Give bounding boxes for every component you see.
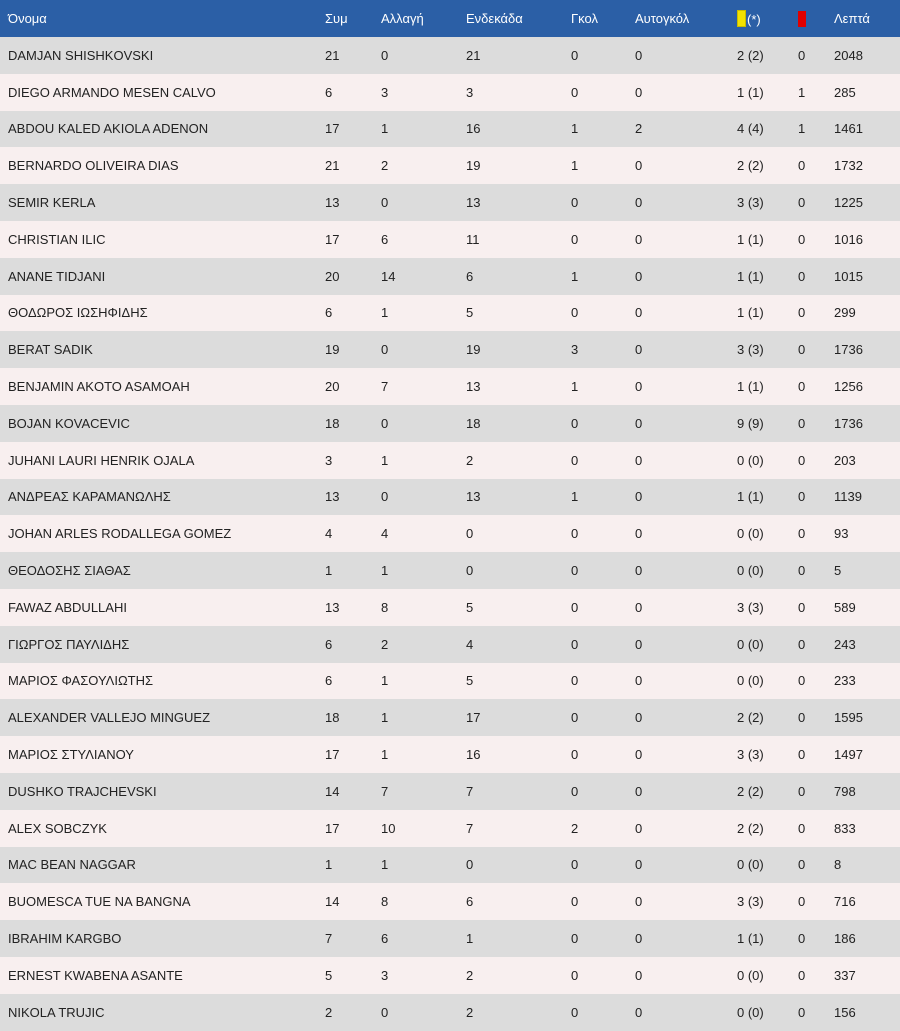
player-name: ABDOU KALED AKIOLA ADENON — [0, 111, 325, 148]
player-name: ERNEST KWABENA ASANTE — [0, 957, 325, 994]
starts-cell: 13 — [466, 479, 571, 516]
minutes-cell: 156 — [834, 994, 900, 1031]
red-cards-cell: 0 — [798, 920, 834, 957]
starts-cell: 3 — [466, 74, 571, 111]
starts-cell: 5 — [466, 663, 571, 700]
appearances-cell: 6 — [325, 74, 381, 111]
red-cards-cell: 1 — [798, 111, 834, 148]
red-cards-cell: 1 — [798, 74, 834, 111]
red-card-icon — [798, 11, 806, 27]
own-goals-cell: 0 — [635, 515, 737, 552]
header-goals[interactable]: Γκολ — [571, 0, 635, 37]
goals-cell: 0 — [571, 37, 635, 74]
appearances-cell: 20 — [325, 258, 381, 295]
yellow-cards-cell: 0 (0) — [737, 663, 798, 700]
own-goals-cell: 0 — [635, 626, 737, 663]
yellow-cards-cell: 1 (1) — [737, 74, 798, 111]
red-cards-cell: 0 — [798, 405, 834, 442]
own-goals-cell: 0 — [635, 589, 737, 626]
own-goals-cell: 0 — [635, 736, 737, 773]
minutes-cell: 1736 — [834, 331, 900, 368]
yellow-cards-cell: 0 (0) — [737, 626, 798, 663]
own-goals-cell: 0 — [635, 479, 737, 516]
substitutions-cell: 0 — [381, 184, 466, 221]
goals-cell: 1 — [571, 258, 635, 295]
minutes-cell: 1016 — [834, 221, 900, 258]
substitutions-cell: 2 — [381, 626, 466, 663]
substitutions-cell: 1 — [381, 111, 466, 148]
table-row — [0, 258, 900, 295]
appearances-cell: 3 — [325, 442, 381, 479]
table-row — [0, 810, 900, 847]
substitutions-cell: 1 — [381, 663, 466, 700]
substitutions-cell: 1 — [381, 552, 466, 589]
minutes-cell: 716 — [834, 883, 900, 920]
goals-cell: 0 — [571, 626, 635, 663]
appearances-cell: 7 — [325, 920, 381, 957]
goals-cell: 0 — [571, 736, 635, 773]
minutes-cell: 1732 — [834, 147, 900, 184]
own-goals-cell: 0 — [635, 221, 737, 258]
starts-cell: 7 — [466, 773, 571, 810]
table-row — [0, 111, 900, 148]
own-goals-cell: 0 — [635, 295, 737, 332]
table-row — [0, 515, 900, 552]
starts-cell: 19 — [466, 147, 571, 184]
own-goals-cell: 0 — [635, 442, 737, 479]
red-cards-cell: 0 — [798, 699, 834, 736]
minutes-cell: 1461 — [834, 111, 900, 148]
header-yellow-suffix: (*) — [747, 12, 761, 27]
starts-cell: 16 — [466, 736, 571, 773]
yellow-cards-cell: 0 (0) — [737, 994, 798, 1031]
yellow-cards-cell: 3 (3) — [737, 736, 798, 773]
minutes-cell: 337 — [834, 957, 900, 994]
goals-cell: 0 — [571, 920, 635, 957]
minutes-cell: 186 — [834, 920, 900, 957]
yellow-cards-cell: 0 (0) — [737, 515, 798, 552]
appearances-cell: 1 — [325, 552, 381, 589]
substitutions-cell: 1 — [381, 442, 466, 479]
yellow-cards-cell: 3 (3) — [737, 331, 798, 368]
substitutions-cell: 8 — [381, 883, 466, 920]
player-name: CHRISTIAN ILIC — [0, 221, 325, 258]
minutes-cell: 285 — [834, 74, 900, 111]
player-name: BUOMESCA TUE NA BANGNA — [0, 883, 325, 920]
table-row — [0, 699, 900, 736]
table-row — [0, 331, 900, 368]
player-name: NIKOLA TRUJIC — [0, 994, 325, 1031]
own-goals-cell: 0 — [635, 663, 737, 700]
starts-cell: 13 — [466, 184, 571, 221]
table-row — [0, 479, 900, 516]
appearances-cell: 17 — [325, 810, 381, 847]
starts-cell: 5 — [466, 589, 571, 626]
goals-cell: 0 — [571, 957, 635, 994]
minutes-cell: 299 — [834, 295, 900, 332]
own-goals-cell: 0 — [635, 920, 737, 957]
minutes-cell: 1139 — [834, 479, 900, 516]
goals-cell: 0 — [571, 589, 635, 626]
starts-cell: 2 — [466, 994, 571, 1031]
table-row — [0, 736, 900, 773]
starts-cell: 17 — [466, 699, 571, 736]
yellow-cards-cell: 1 (1) — [737, 295, 798, 332]
substitutions-cell: 7 — [381, 773, 466, 810]
yellow-cards-cell: 2 (2) — [737, 37, 798, 74]
appearances-cell: 6 — [325, 626, 381, 663]
appearances-cell: 13 — [325, 589, 381, 626]
red-cards-cell: 0 — [798, 368, 834, 405]
starts-cell: 6 — [466, 883, 571, 920]
appearances-cell: 14 — [325, 883, 381, 920]
starts-cell: 2 — [466, 957, 571, 994]
red-cards-cell: 0 — [798, 295, 834, 332]
table-row — [0, 221, 900, 258]
minutes-cell: 8 — [834, 847, 900, 884]
player-name: DIEGO ARMANDO MESEN CALVO — [0, 74, 325, 111]
substitutions-cell: 3 — [381, 74, 466, 111]
goals-cell: 0 — [571, 221, 635, 258]
header-own-goals[interactable]: Αυτογκόλ — [635, 0, 737, 37]
red-cards-cell: 0 — [798, 184, 834, 221]
own-goals-cell: 0 — [635, 405, 737, 442]
header-minutes[interactable]: Λεπτά — [834, 0, 900, 37]
starts-cell: 0 — [466, 515, 571, 552]
goals-cell: 3 — [571, 331, 635, 368]
player-name: ΜΑΡΙΟΣ ΣΤΥΛΙΑΝΟΥ — [0, 736, 325, 773]
red-cards-cell: 0 — [798, 663, 834, 700]
red-cards-cell: 0 — [798, 810, 834, 847]
goals-cell: 0 — [571, 442, 635, 479]
appearances-cell: 5 — [325, 957, 381, 994]
minutes-cell: 798 — [834, 773, 900, 810]
appearances-cell: 17 — [325, 221, 381, 258]
starts-cell: 16 — [466, 111, 571, 148]
goals-cell: 1 — [571, 479, 635, 516]
starts-cell: 6 — [466, 258, 571, 295]
red-cards-cell: 0 — [798, 442, 834, 479]
table-row — [0, 957, 900, 994]
starts-cell: 18 — [466, 405, 571, 442]
substitutions-cell: 1 — [381, 847, 466, 884]
own-goals-cell: 0 — [635, 883, 737, 920]
yellow-cards-cell: 0 (0) — [737, 957, 798, 994]
red-cards-cell: 0 — [798, 258, 834, 295]
red-cards-cell: 0 — [798, 37, 834, 74]
own-goals-cell: 0 — [635, 184, 737, 221]
red-cards-cell: 0 — [798, 515, 834, 552]
red-cards-cell: 0 — [798, 331, 834, 368]
red-cards-cell: 0 — [798, 773, 834, 810]
goals-cell: 0 — [571, 663, 635, 700]
header-starts[interactable]: Ενδεκάδα — [466, 0, 571, 37]
header-red-cards[interactable] — [798, 0, 834, 37]
appearances-cell: 1 — [325, 847, 381, 884]
goals-cell: 0 — [571, 552, 635, 589]
red-cards-cell: 0 — [798, 479, 834, 516]
red-cards-cell: 0 — [798, 994, 834, 1031]
substitutions-cell: 14 — [381, 258, 466, 295]
appearances-cell: 21 — [325, 37, 381, 74]
red-cards-cell: 0 — [798, 221, 834, 258]
starts-cell: 19 — [466, 331, 571, 368]
table-row — [0, 883, 900, 920]
goals-cell: 0 — [571, 847, 635, 884]
appearances-cell: 14 — [325, 773, 381, 810]
own-goals-cell: 0 — [635, 331, 737, 368]
starts-cell: 4 — [466, 626, 571, 663]
player-name: ΜΑΡΙΟΣ ΦΑΣΟΥΛΙΩΤΗΣ — [0, 663, 325, 700]
yellow-cards-cell: 2 (2) — [737, 147, 798, 184]
player-name: IBRAHIM KARGBO — [0, 920, 325, 957]
header-yellow-cards[interactable] — [737, 0, 798, 37]
red-cards-cell: 0 — [798, 626, 834, 663]
own-goals-cell: 0 — [635, 258, 737, 295]
minutes-cell: 1595 — [834, 699, 900, 736]
substitutions-cell: 0 — [381, 37, 466, 74]
starts-cell: 0 — [466, 847, 571, 884]
player-name: DUSHKO TRAJCHEVSKI — [0, 773, 325, 810]
substitutions-cell: 0 — [381, 479, 466, 516]
yellow-cards-cell: 2 (2) — [737, 773, 798, 810]
minutes-cell: 1497 — [834, 736, 900, 773]
table-body — [0, 37, 900, 1031]
minutes-cell: 93 — [834, 515, 900, 552]
goals-cell: 0 — [571, 994, 635, 1031]
goals-cell: 0 — [571, 405, 635, 442]
player-name: ΓΙΩΡΓΟΣ ΠΑΥΛΙΔΗΣ — [0, 626, 325, 663]
yellow-cards-cell: 0 (0) — [737, 847, 798, 884]
own-goals-cell: 0 — [635, 74, 737, 111]
appearances-cell: 20 — [325, 368, 381, 405]
appearances-cell: 6 — [325, 295, 381, 332]
minutes-cell: 833 — [834, 810, 900, 847]
substitutions-cell: 1 — [381, 295, 466, 332]
yellow-cards-cell: 3 (3) — [737, 184, 798, 221]
minutes-cell: 243 — [834, 626, 900, 663]
red-cards-cell: 0 — [798, 147, 834, 184]
goals-cell: 0 — [571, 773, 635, 810]
yellow-cards-cell: 4 (4) — [737, 111, 798, 148]
appearances-cell: 18 — [325, 699, 381, 736]
header-apps[interactable]: Συμ — [325, 0, 381, 37]
player-name: DAMJAN SHISHKOVSKI — [0, 37, 325, 74]
minutes-cell: 203 — [834, 442, 900, 479]
own-goals-cell: 0 — [635, 847, 737, 884]
player-name: ΘΟΔΩΡΟΣ ΙΩΣΗΦΙΔΗΣ — [0, 295, 325, 332]
appearances-cell: 13 — [325, 184, 381, 221]
own-goals-cell: 0 — [635, 957, 737, 994]
own-goals-cell: 2 — [635, 111, 737, 148]
header-name[interactable]: Όνομα — [0, 0, 325, 37]
goals-cell: 1 — [571, 147, 635, 184]
starts-cell: 0 — [466, 552, 571, 589]
table-row — [0, 37, 900, 74]
player-name: FAWAZ ABDULLAHI — [0, 589, 325, 626]
goals-cell: 0 — [571, 699, 635, 736]
goals-cell: 0 — [571, 74, 635, 111]
goals-cell: 0 — [571, 883, 635, 920]
yellow-cards-cell: 2 (2) — [737, 810, 798, 847]
header-subs[interactable]: Αλλαγή — [381, 0, 466, 37]
appearances-cell: 17 — [325, 111, 381, 148]
goals-cell: 0 — [571, 184, 635, 221]
substitutions-cell: 4 — [381, 515, 466, 552]
player-name: JOHAN ARLES RODALLEGA GOMEZ — [0, 515, 325, 552]
goals-cell: 1 — [571, 368, 635, 405]
own-goals-cell: 0 — [635, 368, 737, 405]
substitutions-cell: 0 — [381, 994, 466, 1031]
own-goals-cell: 0 — [635, 37, 737, 74]
yellow-cards-cell: 3 (3) — [737, 589, 798, 626]
own-goals-cell: 0 — [635, 994, 737, 1031]
table-row — [0, 626, 900, 663]
goals-cell: 1 — [571, 111, 635, 148]
table-row — [0, 920, 900, 957]
red-cards-cell: 0 — [798, 552, 834, 589]
own-goals-cell: 0 — [635, 147, 737, 184]
appearances-cell: 13 — [325, 479, 381, 516]
appearances-cell: 19 — [325, 331, 381, 368]
yellow-cards-cell: 9 (9) — [737, 405, 798, 442]
table-row — [0, 847, 900, 884]
substitutions-cell: 3 — [381, 957, 466, 994]
substitutions-cell: 7 — [381, 368, 466, 405]
goals-cell: 0 — [571, 295, 635, 332]
minutes-cell: 2048 — [834, 37, 900, 74]
table-header — [0, 0, 900, 37]
yellow-cards-cell: 1 (1) — [737, 221, 798, 258]
table-row — [0, 442, 900, 479]
substitutions-cell: 1 — [381, 699, 466, 736]
player-name: BERNARDO OLIVEIRA DIAS — [0, 147, 325, 184]
substitutions-cell: 8 — [381, 589, 466, 626]
yellow-cards-cell: 1 (1) — [737, 258, 798, 295]
yellow-cards-cell: 2 (2) — [737, 699, 798, 736]
starts-cell: 5 — [466, 295, 571, 332]
player-name: ΘΕΟΔΟΣΗΣ ΣΙΑΘΑΣ — [0, 552, 325, 589]
table-row — [0, 74, 900, 111]
table-row — [0, 552, 900, 589]
table-row — [0, 184, 900, 221]
starts-cell: 21 — [466, 37, 571, 74]
appearances-cell: 17 — [325, 736, 381, 773]
starts-cell: 7 — [466, 810, 571, 847]
substitutions-cell: 6 — [381, 221, 466, 258]
table-row — [0, 368, 900, 405]
minutes-cell: 5 — [834, 552, 900, 589]
substitutions-cell: 1 — [381, 736, 466, 773]
player-name: BENJAMIN AKOTO ASAMOAH — [0, 368, 325, 405]
appearances-cell: 6 — [325, 663, 381, 700]
yellow-cards-cell: 1 (1) — [737, 368, 798, 405]
starts-cell: 2 — [466, 442, 571, 479]
minutes-cell: 1256 — [834, 368, 900, 405]
player-name: MAC BEAN NAGGAR — [0, 847, 325, 884]
table-row — [0, 589, 900, 626]
table-row — [0, 147, 900, 184]
substitutions-cell: 10 — [381, 810, 466, 847]
player-name: ANANE TIDJANI — [0, 258, 325, 295]
player-name: SEMIR KERLA — [0, 184, 325, 221]
appearances-cell: 2 — [325, 994, 381, 1031]
player-name: JUHANI LAURI HENRIK OJALA — [0, 442, 325, 479]
yellow-cards-cell: 1 (1) — [737, 479, 798, 516]
player-name: ALEXANDER VALLEJO MINGUEZ — [0, 699, 325, 736]
minutes-cell: 1736 — [834, 405, 900, 442]
appearances-cell: 4 — [325, 515, 381, 552]
yellow-cards-cell: 0 (0) — [737, 442, 798, 479]
red-cards-cell: 0 — [798, 589, 834, 626]
red-cards-cell: 0 — [798, 847, 834, 884]
table-row — [0, 295, 900, 332]
substitutions-cell: 0 — [381, 405, 466, 442]
appearances-cell: 21 — [325, 147, 381, 184]
substitutions-cell: 6 — [381, 920, 466, 957]
red-cards-cell: 0 — [798, 736, 834, 773]
red-cards-cell: 0 — [798, 883, 834, 920]
yellow-cards-cell: 3 (3) — [737, 883, 798, 920]
red-cards-cell: 0 — [798, 957, 834, 994]
minutes-cell: 589 — [834, 589, 900, 626]
appearances-cell: 18 — [325, 405, 381, 442]
player-name: BERAT SADIK — [0, 331, 325, 368]
yellow-card-icon — [737, 10, 746, 27]
own-goals-cell: 0 — [635, 552, 737, 589]
player-name: ALEX SOBCZYK — [0, 810, 325, 847]
player-name: ΑΝΔΡΕΑΣ ΚΑΡΑΜΑΝΩΛΗΣ — [0, 479, 325, 516]
own-goals-cell: 0 — [635, 699, 737, 736]
starts-cell: 11 — [466, 221, 571, 258]
goals-cell: 0 — [571, 515, 635, 552]
table-row — [0, 773, 900, 810]
minutes-cell: 233 — [834, 663, 900, 700]
table-row — [0, 663, 900, 700]
yellow-cards-cell: 0 (0) — [737, 552, 798, 589]
yellow-cards-cell: 1 (1) — [737, 920, 798, 957]
own-goals-cell: 0 — [635, 810, 737, 847]
minutes-cell: 1225 — [834, 184, 900, 221]
starts-cell: 13 — [466, 368, 571, 405]
minutes-cell: 1015 — [834, 258, 900, 295]
substitutions-cell: 2 — [381, 147, 466, 184]
own-goals-cell: 0 — [635, 773, 737, 810]
starts-cell: 1 — [466, 920, 571, 957]
substitutions-cell: 0 — [381, 331, 466, 368]
goals-cell: 2 — [571, 810, 635, 847]
table-row — [0, 405, 900, 442]
player-name: BOJAN KOVACEVIC — [0, 405, 325, 442]
